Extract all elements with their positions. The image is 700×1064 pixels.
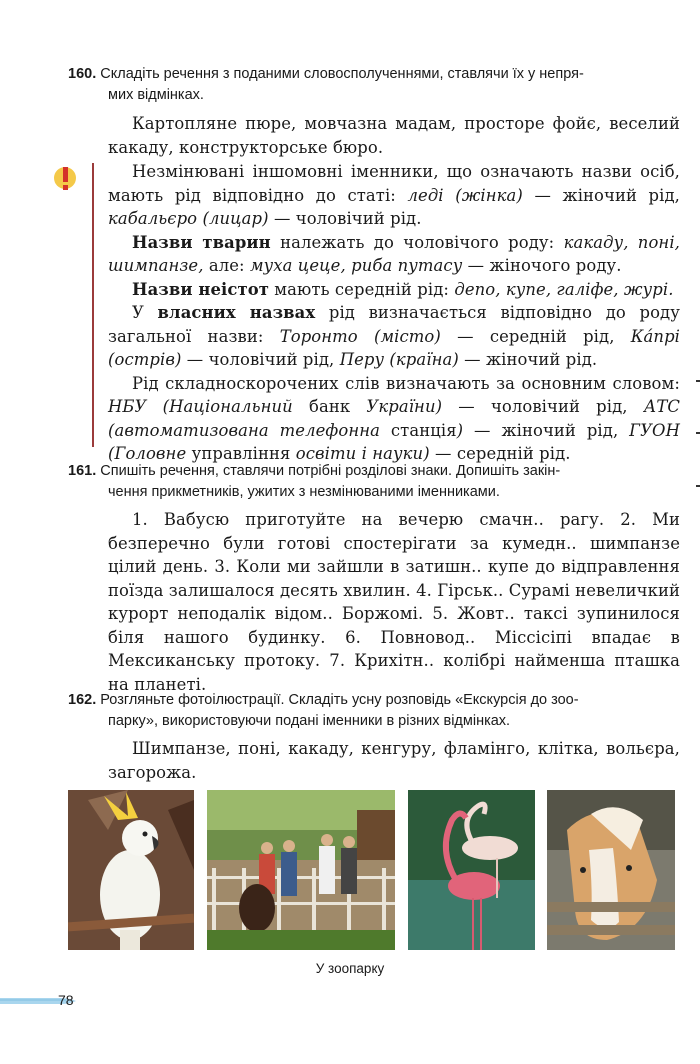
exercise-number: 162. [68,692,97,708]
exercise-number: 161. [68,463,97,479]
edge-mark [696,380,700,382]
task-line: Складіть речення з поданими словосполученнями, ставлячи їх у непря- [100,66,584,82]
warning-icon [52,163,78,193]
task-line: парку», використовуючи подані іменники в різних відмінках. [108,713,511,729]
cockatoo-photo [68,790,194,950]
edge-mark [696,432,700,434]
pony-photo [547,790,675,950]
exercise-162-task [68,690,680,732]
exercise-161-text [108,508,680,696]
grammar-rule [108,160,680,466]
paragraph: 1. Вабусю приготуйте на вечерю смачн.. рагу. 2. Ми безперечно були готові спостерігати за кумедн.. шимпанзе цілий день. 3. Коли ми зайшли в затишн.. купе до відправлення поїзда залишалося десять хвилин. 4. Гірськ.. Сурамі невеличкий курорт неподалік відом.. Боржомі. 5. Жовт.. таксі зупинилося біля нашого будинку. 6. Повновод.. Міссісіпі впадає в Мексиканську протоку. 7. Крихітн.. колібрі найменша пташка на планеті. [108,510,680,694]
exercise-number: 160. [68,66,97,82]
exercise-160-task [68,64,680,106]
paragraph: Картопляне пюре, мовчазна мадам, просторе фойє, веселий какаду, конструкторське бюро. [108,114,680,157]
flamingo-photo [408,790,535,950]
exercise-160-text [108,112,680,159]
task-line: чення прикметників, ужитих з незмінюваними іменниками. [108,484,500,500]
exercise-161-task [68,461,680,503]
page-number: 78 [58,992,74,1008]
task-line: Спишіть речення, ставлячи потрібні розділові знаки. Допишіть закін- [100,463,561,479]
rule-paragraph: У власних назвах рід визначається відповідно до роду загальної назви: Торонто (місто) — середній рід, Ка́прі (острів) — чоловічий рід, Перу (країна) — жіночий рід. [108,303,680,369]
exercise-162-text [108,737,680,784]
task-line: Розгляньте фотоілюстрації. Складіть усну розповідь «Екскурсія до зоо- [100,692,579,708]
rule-paragraph: Назви неістот мають середній рід: депо, купе, галіфе, журі. [132,279,674,299]
rule-paragraph: Назви тварин належать до чоловічого роду: какаду, поні, шимпанзе, але: муха цеце, риба путасу — жіночого роду. [108,232,680,275]
rule-paragraph: Рід складноскорочених слів визначають за основним словом: НБУ (Національний банк України) — чоловічий рід, АТС (автоматизована телефонна станція) — жіночий рід, ГУОН (Головне управління освіти і науки) — середній рід. [108,373,680,463]
zoo-visitors-photo [207,790,395,950]
task-line: мих відмінках. [108,87,204,103]
rule-accent-bar [92,163,94,447]
paragraph: Шимпанзе, поні, какаду, кенгуру, фламінго, клітка, вольєра, загорожа. [108,739,680,782]
photo-caption: У зоопарку [315,961,385,976]
edge-mark [696,485,700,487]
rule-paragraph: Незмінювані іншомовні іменники, що означають назви осіб, мають рід відповідно до статі: леді (жінка) — жіночий рід, кабальєро (лицар) — чоловічий рід. [108,162,680,228]
